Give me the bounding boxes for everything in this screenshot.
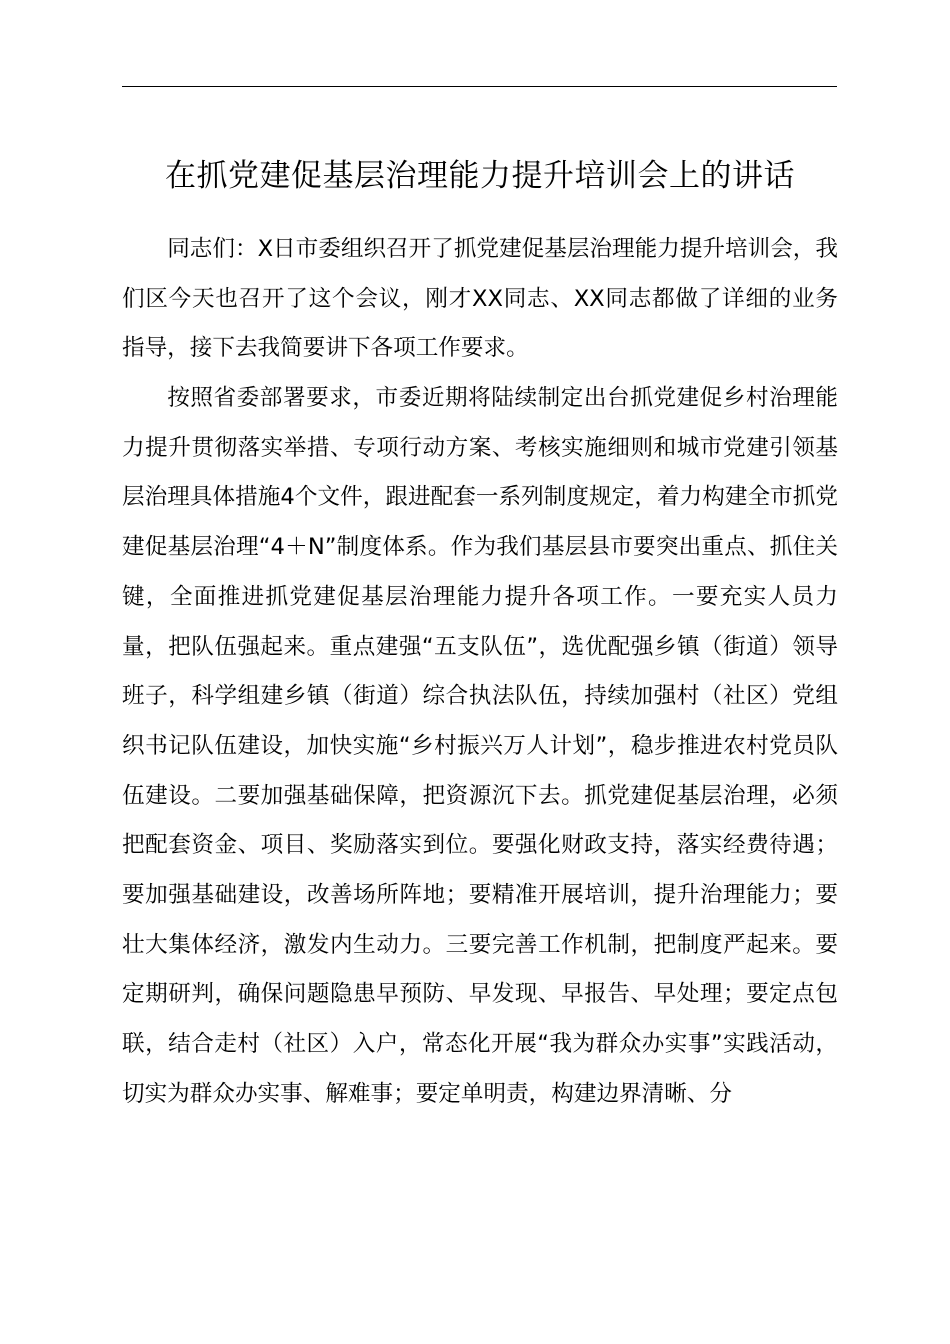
paragraph-opening: 同志们：X日市委组织召开了抓党建促基层治理能力提升培训会，我们区今天也召开了这个会议，刚才XX同志、XX同志都做了详细的业务指导，接下去我简要讲下各项工作要求。 <box>122 236 838 362</box>
page-title: 在抓党建促基层治理能力提升培训会上的讲话 <box>165 158 795 194</box>
paragraph-body: 按照省委部署要求，市委近期将陆续制定出台抓党建促乡村治理能力提升贯彻落实举措、专项行动方案、考核实施细则和城市党建引领基层治理具体措施4个文件，跟进配套一系列制度规定，着力构建全市抓党建促基层治理“4＋N”制度体系。作为我们基层县市要突出重点、抓住关键，全面推进抓党建促基层治理能力提升各项工作。一要充实人员力量，把队伍强起来。重点建强“五支队伍”，选优配强乡镇（街道）领导班子，科学组建乡镇（街道）综合执法队伍，持续加强村（社区）党组织书记队伍建设，加快实施“乡村振兴万人计划”，稳步推进农村党员队伍建设。二要加强基础保障，把资源沉下去。抓党建促基层治理，必须把配套资金、项目、奖励落实到位。要强化财政支持，落实经费待遇；要加强基础建设，改善场所阵地；要精准开展培训，提升治理能力；要壮大集体经济，激发内生动力。三要完善工作机制，把制度严起来。要定期研判，确保问题隐患早预防、早发现、早报告、早处理；要定点包联，结合走村（社区）入户，常态化开展“我为群众办实事”实践活动，切实为群众办实事、解难事；要定单明责，构建边界清晰、分 <box>122 385 838 1107</box>
header-rule <box>122 86 837 87</box>
